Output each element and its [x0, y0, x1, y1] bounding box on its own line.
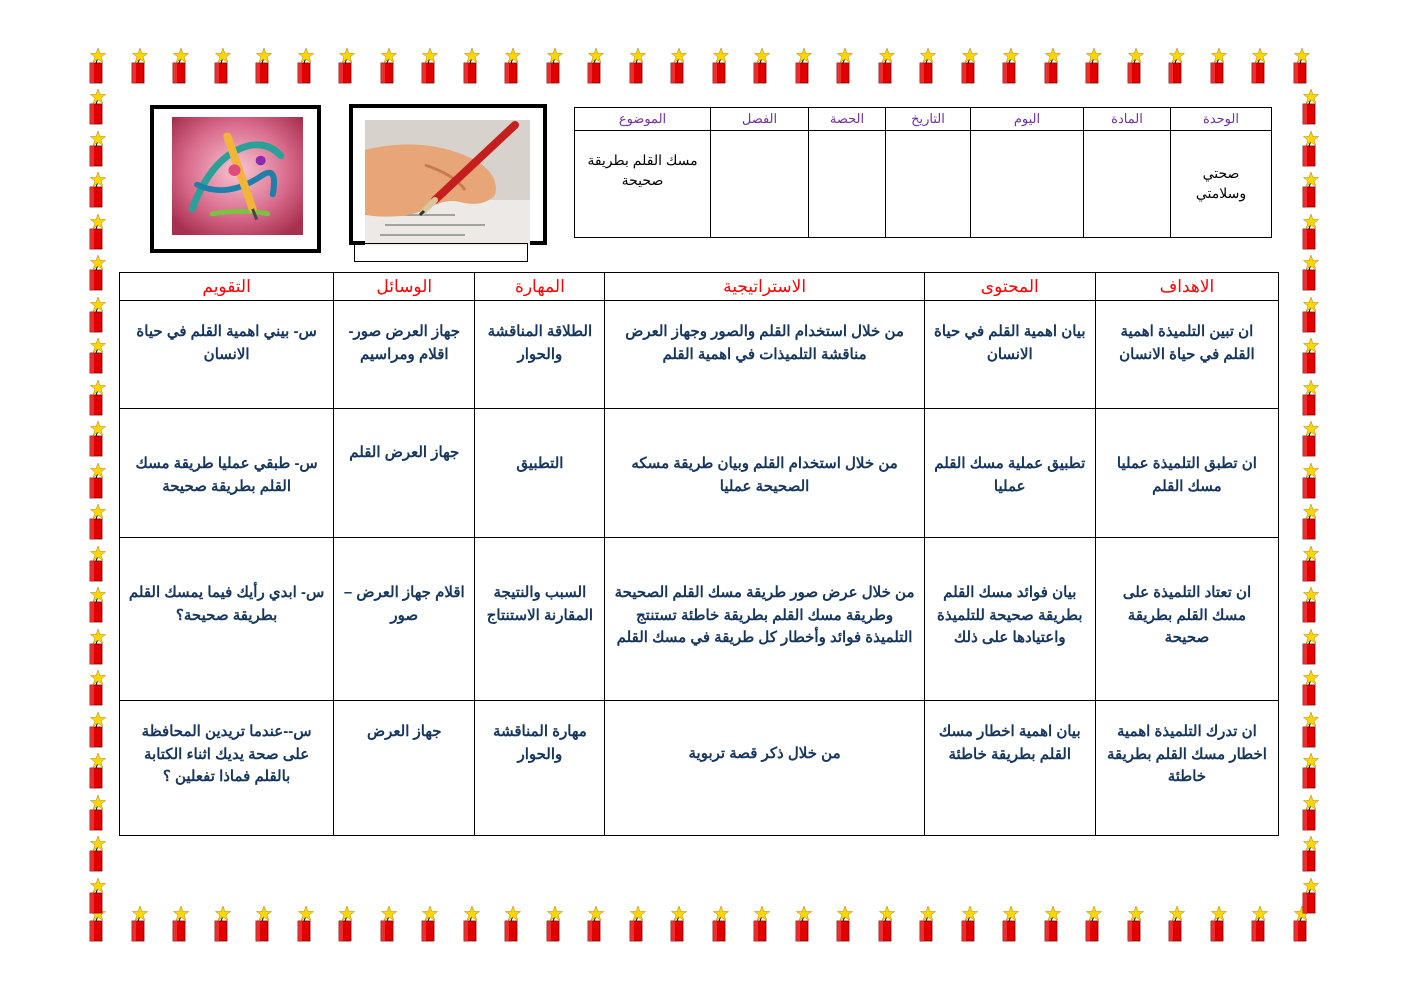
- firecracker-star-icon: [588, 906, 604, 941]
- cell-objective: ان تطبق التلميذة عمليا مسك القلم: [1095, 409, 1278, 538]
- firecracker-star-icon: [837, 48, 853, 83]
- cell-evaluation: س- بيني اهمية القلم في حياة الانسان: [120, 301, 334, 409]
- firecracker-star-icon: [630, 906, 646, 941]
- firecracker-star-icon: [90, 255, 106, 290]
- cell-strategy: من خلال استخدام القلم والصور وجهاز العرض مناقشة التلميذات في اهمية القلم: [605, 301, 924, 409]
- firecracker-star-icon: [90, 546, 106, 581]
- firecracker-star-icon: [1303, 587, 1319, 622]
- firecracker-star-icon: [173, 906, 189, 941]
- firecracker-star-icon: [1045, 48, 1061, 83]
- firecracker-star-icon: [90, 463, 106, 498]
- image-caption-box: [354, 243, 528, 262]
- cell-skill: مهارة المناقشة والحوار: [475, 701, 605, 836]
- firecracker-star-icon: [90, 338, 106, 373]
- firecracker-star-icon: [90, 712, 106, 747]
- cell-evaluation: س- ابدي رأيك فيما يمسك القلم بطريقة صحيحة؟: [120, 538, 334, 701]
- firecracker-star-icon: [90, 380, 106, 415]
- firecracker-star-icon: [920, 906, 936, 941]
- info-header-topic: الموضوع: [575, 108, 711, 131]
- firecracker-star-icon: [90, 906, 106, 941]
- info-header-subject: المادة: [1084, 108, 1171, 131]
- firecracker-star-icon: [1294, 906, 1310, 941]
- cell-tools: اقلام جهاز العرض – صور: [334, 538, 475, 701]
- info-header-period: الحصة: [809, 108, 886, 131]
- cell-skill: السبب والنتيجة المقارنة الاستنتاج: [475, 538, 605, 701]
- firecracker-star-icon: [422, 906, 438, 941]
- firecracker-star-icon: [1294, 48, 1310, 83]
- firecracker-star-icon: [381, 48, 397, 83]
- firecracker-star-icon: [256, 48, 272, 83]
- firecracker-star-icon: [90, 172, 106, 207]
- info-value-class: [711, 131, 809, 238]
- firecracker-star-icon: [547, 48, 563, 83]
- firecracker-star-icon: [298, 906, 314, 941]
- firecracker-star-icon: [796, 906, 812, 941]
- cell-strategy: من خلال استخدام القلم وبيان طريقة مسكه الصحيحة عمليا: [605, 409, 924, 538]
- firecracker-star-icon: [547, 906, 563, 941]
- firecracker-star-icon: [298, 48, 314, 83]
- firecracker-star-icon: [173, 48, 189, 83]
- firecracker-star-icon: [713, 906, 729, 941]
- header-skill: المهارة: [475, 273, 605, 301]
- firecracker-star-icon: [1303, 795, 1319, 830]
- firecracker-star-icon: [920, 48, 936, 83]
- firecracker-star-icon: [1303, 878, 1319, 913]
- cell-evaluation: س- طبقي عمليا طريقة مسك القلم بطريقة صحيحة: [120, 409, 334, 538]
- firecracker-star-icon: [1303, 712, 1319, 747]
- firecracker-star-icon: [1303, 836, 1319, 871]
- firecracker-star-icon: [90, 297, 106, 332]
- header-content: المحتوى: [924, 273, 1095, 301]
- firecracker-star-icon: [630, 48, 646, 83]
- firecracker-star-icon: [879, 48, 895, 83]
- cell-strategy: من خلال عرض صور طريقة مسك القلم الصحيحة وطريقة مسك القلم بطريقة خاطئة تستنتج التلميذة فوائد وأخطار كل طريقة في مسك القلم: [605, 538, 924, 701]
- calligraphy-pen-art-icon: [172, 117, 303, 235]
- firecracker-star-icon: [1303, 753, 1319, 788]
- firecracker-star-icon: [339, 906, 355, 941]
- cell-content: بيان فوائد مسك القلم بطريقة صحيحة للتلميذة واعتيادها على ذلك: [924, 538, 1095, 701]
- firecracker-star-icon: [713, 48, 729, 83]
- header-strategy: الاستراتيجية: [605, 273, 924, 301]
- info-value-unit: صحتي وسلامتي: [1171, 131, 1272, 238]
- firecracker-star-icon: [962, 48, 978, 83]
- firecracker-star-icon: [1303, 255, 1319, 290]
- firecracker-star-icon: [1303, 380, 1319, 415]
- firecracker-star-icon: [1169, 48, 1185, 83]
- firecracker-star-icon: [588, 48, 604, 83]
- cell-evaluation: س--عندما تريدين المحافظة على صحة يديك اثناء الكتابة بالقلم فماذا تفعلين ؟: [120, 701, 334, 836]
- cell-tools: جهاز العرض القلم: [334, 409, 475, 538]
- info-value-period: [809, 131, 886, 238]
- firecracker-star-icon: [422, 48, 438, 83]
- firecracker-star-icon: [256, 906, 272, 941]
- firecracker-star-icon: [671, 48, 687, 83]
- info-value-row: [575, 131, 1272, 238]
- firecracker-star-icon: [1003, 48, 1019, 83]
- info-header-row: [575, 108, 1272, 131]
- firecracker-star-icon: [1211, 48, 1227, 83]
- firecracker-star-icon: [90, 48, 106, 83]
- firecracker-star-icon: [754, 48, 770, 83]
- info-value-day: [971, 131, 1084, 238]
- firecracker-star-icon: [90, 878, 106, 913]
- firecracker-star-icon: [1303, 297, 1319, 332]
- info-header-date: التاريخ: [886, 108, 971, 131]
- firecracker-star-icon: [1303, 89, 1319, 124]
- firecracker-star-icon: [1303, 504, 1319, 539]
- cell-objective: ان تدرك التلميذة اهمية اخطار مسك القلم بطريقة خاطئة: [1095, 701, 1278, 836]
- firecracker-star-icon: [1303, 629, 1319, 664]
- info-header-unit: الوحدة: [1171, 108, 1272, 131]
- firecracker-star-icon: [464, 48, 480, 83]
- table-row: [120, 409, 1279, 538]
- cell-strategy: من خلال ذكر قصة تربوية: [605, 701, 924, 836]
- cell-content: بيان اهمية اخطار مسك القلم بطريقة خاطئة: [924, 701, 1095, 836]
- info-value-topic: مسك القلم بطريقة صحيحة: [575, 131, 711, 238]
- cell-tools: جهاز العرض صور- اقلام ومراسيم: [334, 301, 475, 409]
- firecracker-star-icon: [837, 906, 853, 941]
- header-tools: الوسائل: [334, 273, 475, 301]
- firecracker-star-icon: [796, 48, 812, 83]
- firecracker-star-icon: [90, 836, 106, 871]
- table-row: [120, 701, 1279, 836]
- lesson-plan-table: [119, 272, 1279, 836]
- cell-content: بيان اهمية القلم في حياة الانسان: [924, 301, 1095, 409]
- firecracker-star-icon: [132, 906, 148, 941]
- firecracker-star-icon: [90, 89, 106, 124]
- firecracker-star-icon: [90, 421, 106, 456]
- firecracker-star-icon: [1252, 48, 1268, 83]
- firecracker-star-icon: [505, 906, 521, 941]
- cell-skill: الطلاقة المناقشة والحوار: [475, 301, 605, 409]
- firecracker-star-icon: [132, 48, 148, 83]
- firecracker-star-icon: [1169, 906, 1185, 941]
- cell-tools: جهاز العرض: [334, 701, 475, 836]
- firecracker-star-icon: [754, 906, 770, 941]
- firecracker-star-icon: [962, 906, 978, 941]
- firecracker-star-icon: [90, 214, 106, 249]
- firecracker-star-icon: [90, 670, 106, 705]
- firecracker-star-icon: [90, 795, 106, 830]
- firecracker-star-icon: [1086, 48, 1102, 83]
- info-header-class: الفصل: [711, 108, 809, 131]
- firecracker-star-icon: [1303, 338, 1319, 373]
- info-value-date: [886, 131, 971, 238]
- firecracker-star-icon: [1086, 906, 1102, 941]
- firecracker-star-icon: [1252, 906, 1268, 941]
- firecracker-star-icon: [1003, 906, 1019, 941]
- firecracker-star-icon: [1128, 906, 1144, 941]
- hand-holding-pen-photo-icon: [365, 120, 530, 245]
- firecracker-star-icon: [1303, 463, 1319, 498]
- firecracker-star-icon: [90, 504, 106, 539]
- firecracker-star-icon: [90, 629, 106, 664]
- cell-content: تطبيق عملية مسك القلم عمليا: [924, 409, 1095, 538]
- header-evaluation: التقويم: [120, 273, 334, 301]
- hand-pen-image: [349, 104, 547, 245]
- table-row: [120, 538, 1279, 701]
- firecracker-star-icon: [671, 906, 687, 941]
- firecracker-star-icon: [1303, 546, 1319, 581]
- info-header-day: اليوم: [971, 108, 1084, 131]
- lesson-info-table: [574, 107, 1272, 238]
- firecracker-star-icon: [1211, 906, 1227, 941]
- firecracker-star-icon: [1303, 670, 1319, 705]
- firecracker-star-icon: [1303, 214, 1319, 249]
- firecracker-star-icon: [879, 906, 895, 941]
- firecracker-star-icon: [505, 48, 521, 83]
- firecracker-star-icon: [215, 906, 231, 941]
- firecracker-star-icon: [90, 587, 106, 622]
- firecracker-star-icon: [1045, 906, 1061, 941]
- firecracker-star-icon: [1128, 48, 1144, 83]
- table-row: [120, 301, 1279, 409]
- plan-header-row: [120, 273, 1279, 301]
- cell-skill: التطبيق: [475, 409, 605, 538]
- firecracker-star-icon: [339, 48, 355, 83]
- firecracker-star-icon: [381, 906, 397, 941]
- cell-objective: ان تعتاد التلميذة على مسك القلم بطريقة صحيحة: [1095, 538, 1278, 701]
- info-value-subject: [1084, 131, 1171, 238]
- firecracker-star-icon: [1303, 131, 1319, 166]
- calligraphy-image: [150, 105, 321, 253]
- header-objectives: الاهداف: [1095, 273, 1278, 301]
- firecracker-star-icon: [464, 906, 480, 941]
- firecracker-star-icon: [90, 131, 106, 166]
- cell-objective: ان تبين التلميذة اهمية القلم في حياة الانسان: [1095, 301, 1278, 409]
- firecracker-star-icon: [1303, 172, 1319, 207]
- firecracker-star-icon: [1303, 421, 1319, 456]
- firecracker-star-icon: [90, 753, 106, 788]
- firecracker-star-icon: [215, 48, 231, 83]
